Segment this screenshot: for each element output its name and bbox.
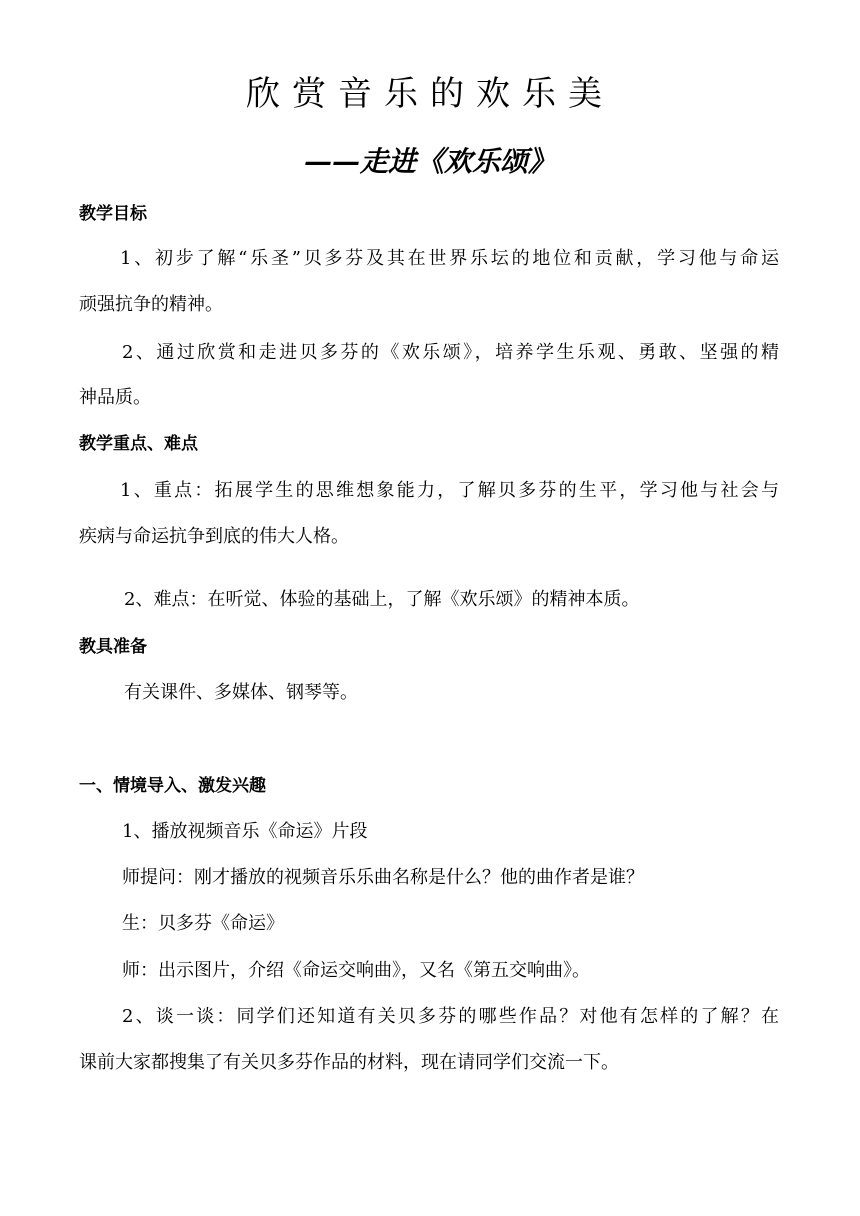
paragraph-line: 有关课件、多媒体、钢琴等。: [124, 682, 358, 703]
section-heading-goals: 教学目标: [79, 204, 147, 224]
document-title: 欣赏音乐的欢乐美: [246, 74, 614, 114]
paragraph-line: 1、播放视频音乐《命运》片段: [122, 821, 368, 842]
paragraph-line: 1、重点：拓展学生的思维想象能力，了解贝多芬的生平，学习他与社会与: [120, 480, 779, 501]
document-subtitle: ——走进《欢乐颂》: [303, 145, 556, 178]
paragraph-line: 1、初步了解“乐圣”贝多芬及其在世界乐坛的地位和贡献，学习他与命运: [120, 248, 779, 269]
section-heading-key-points: 教学重点、难点: [79, 434, 198, 454]
paragraph-line: 课前大家都搜集了有关贝多芬作品的材料，现在请同学们交流一下。: [79, 1052, 619, 1073]
paragraph-line: 2、谈一谈：同学们还知道有关贝多芬的哪些作品？对他有怎样的了解？在: [122, 1006, 779, 1027]
paragraph-line: 师提问：刚才播放的视频音乐乐曲名称是什么？他的曲作者是谁？: [122, 867, 644, 888]
paragraph-line: 2、通过欣赏和走进贝多芬的《欢乐颂》，培养学生乐观、勇敢、坚强的精: [122, 342, 779, 363]
paragraph-line: 神品质。: [79, 387, 151, 408]
paragraph-line: 生：贝多芬《命运》: [122, 913, 284, 934]
paragraph-line: 2、难点：在听觉、体验的基础上，了解《欢乐颂》的精神本质。: [124, 589, 640, 610]
paragraph-line: 顽强抗争的精神。: [79, 294, 223, 315]
paragraph-line: 疾病与命运抗争到底的伟大人格。: [79, 526, 349, 547]
section-heading-part1: 一、情境导入、激发兴趣: [79, 776, 266, 796]
paragraph-line: 师：出示图片，介绍《命运交响曲》，又名《第五交响曲》。: [122, 960, 590, 981]
section-heading-materials: 教具准备: [79, 637, 147, 657]
